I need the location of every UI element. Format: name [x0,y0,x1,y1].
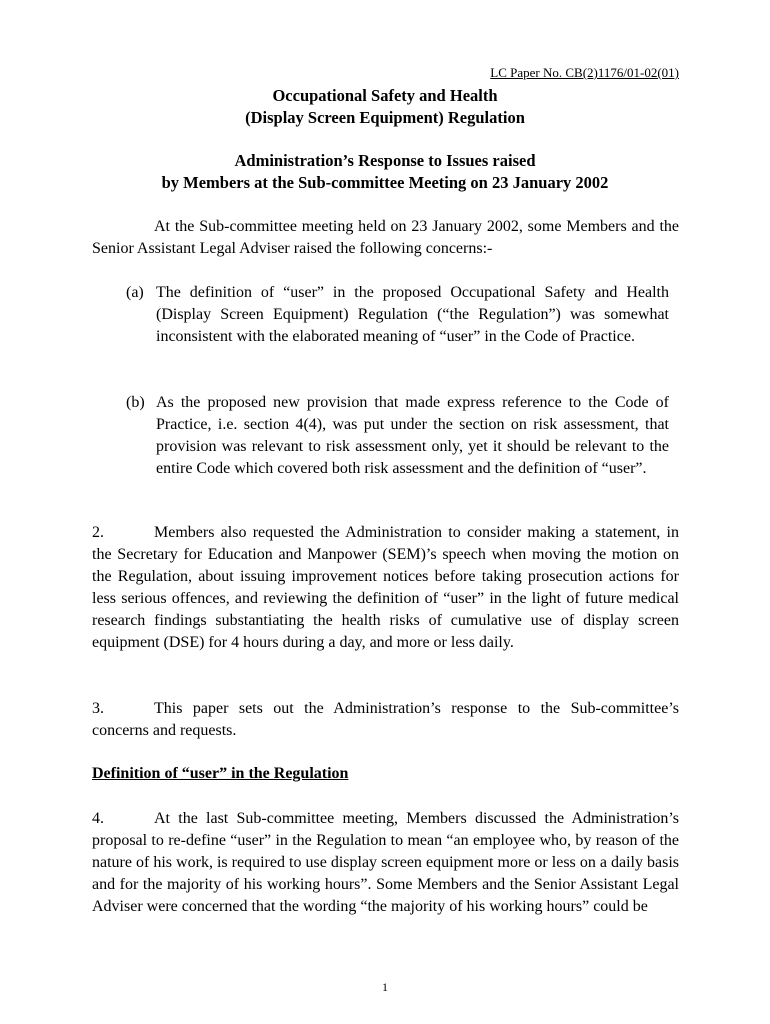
concern-text-b: As the proposed new provision that made express reference to the Code of Practice, i.e. section 4(4), was put under the section on risk assessment, that provision was relevant to risk assessment only, yet it should be relevant to the entire Code which covered both risk assessment and the definition of “user”. [156,394,669,477]
paragraph-4-text: At the last Sub-committee meeting, Members discussed the Administration’s proposal to re-define “user” in the Regulation to mean “an employee who, by reason of the nature of his work, is required to use display screen equipment more or less on a daily basis and for the majority of his working hours”. Some Members and the Senior Assistant Legal Adviser were concerned that the wording “the majority of his working hours” could be [92,810,679,915]
paragraph-4-number: 4. [92,810,104,827]
page-number: 1 [382,980,388,994]
paper-number: LC Paper No. CB(2)1176/01-02(01) [490,65,679,80]
section-heading-user-definition: Definition of “user” in the Regulation [92,765,349,782]
subtitle-line-1: Administration’s Response to Issues raised [234,151,536,170]
concern-item-b [126,392,679,502]
paragraph-2-text: Members also requested the Administration to consider making a statement, in the Secretary for Education and Manpower (SEM)’s speech when moving the motion on the Regulation, about issuing improvement notices before taking prosecution actions for less serious offences, and reviewing the definition of “user” in the light of future medical research findings substantiating the health risks of cumulative use of display screen equipment (DSE) for 4 hours during a day, and more or less daily. [92,524,679,651]
subtitle-line-2: by Members at the Sub-committee Meeting on 23 January 2002 [161,173,609,192]
concern-item-a [126,282,679,370]
paragraph-3 [92,698,679,742]
paragraph-2-number: 2. [92,524,104,541]
concern-marker-a: (a) [126,284,144,301]
concern-marker-b: (b) [126,394,145,411]
intro-paragraph: At the Sub-committee meeting held on 23 January 2002, some Members and the Senior Assistant Legal Adviser raised the following concerns:- [92,218,679,257]
title-line-2: (Display Screen Equipment) Regulation [245,108,525,127]
paragraph-3-text: This paper sets out the Administration’s response to the Sub-committee’s concerns and requests. [92,700,679,739]
paragraph-2 [92,522,679,654]
title-line-1: Occupational Safety and Health [272,86,498,105]
paragraph-4 [92,808,679,918]
paragraph-3-number: 3. [92,700,104,717]
concern-text-a: The definition of “user” in the proposed Occupational Safety and Health (Display Screen Equipment) Regulation (“the Regulation”) was somewhat inconsistent with the elaborated meaning of “user” in the Code of Practice. [156,284,669,345]
